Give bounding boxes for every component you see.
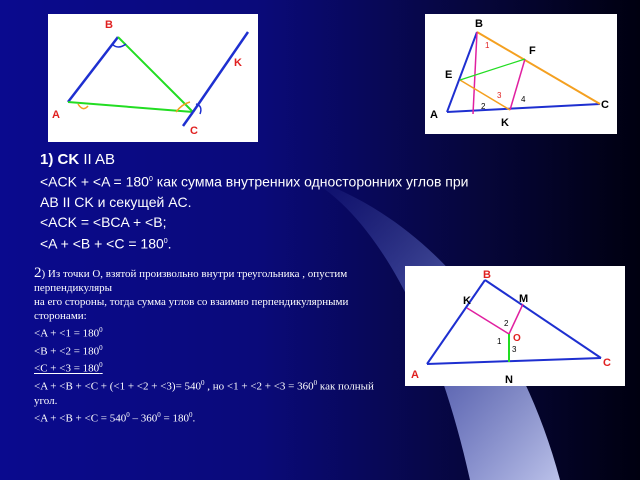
label-A: A (411, 369, 419, 381)
proof-1-line-3: <ACK = <BCA + <B; (40, 213, 167, 230)
proof-1-line-2: AB II CK и секущей AC. (40, 193, 192, 210)
label-E: E (445, 69, 453, 81)
angle-1: 1 (485, 41, 490, 50)
angle-3: 3 (512, 345, 517, 354)
angle-3: 3 (497, 91, 502, 100)
figure-3-panel (405, 266, 625, 386)
label-M: M (519, 293, 529, 305)
label-C: C (601, 99, 609, 111)
proof-2-eq-3: $<C + <3 = 180^0$ (34, 361, 103, 375)
figure-2-diagram (425, 14, 617, 134)
label-K: K (501, 117, 509, 129)
proof-2-text (34, 266, 394, 425)
figure-3-diagram (405, 266, 625, 386)
proof-2-sum: $<A + <B + <C + (<1 + <2 + <3)= 540^0$ , но $<1 + <2 + <3 = 360^0$ как полный угол. (34, 378, 374, 407)
label-B: B (475, 18, 483, 30)
proof-1-line-1: $<ACK + <A = 180^0$ как сумма внутренних односторонних углов при (40, 173, 469, 190)
proof-2-intro-2: на его стороны, тогда сумма углов со взаимно перпендикулярными сторонами: (34, 296, 349, 322)
label-C: C (190, 125, 198, 137)
proof-2-eq-1: $<A + <1 = 180^0$ (34, 326, 103, 340)
angle-2: 2 (504, 319, 509, 328)
angle-1: 1 (497, 337, 502, 346)
figure-1-panel (48, 14, 258, 142)
label-B: B (483, 269, 491, 281)
label-N: N (505, 374, 513, 386)
label-K: K (463, 295, 471, 307)
label-A: A (52, 109, 60, 121)
figure-1-diagram (48, 14, 258, 142)
figure-2-panel (425, 14, 617, 134)
proof-2-final: $<A + <B + <C = 540^0 - 360^0 = 180^0$. (34, 410, 196, 425)
angle-2: 2 (481, 102, 486, 111)
proof-2-intro: 2) Из точки О, взятой произвольно внутри треугольника , опустим перпендикуляры (34, 265, 348, 294)
label-F: F (529, 45, 536, 57)
proof-1-line-4: $<A + <B + <C = 180^0$. (40, 235, 172, 252)
proof-1-heading: 1) CK II AB (40, 151, 116, 168)
proof-1-text (40, 150, 580, 253)
label-A: A (430, 109, 438, 121)
label-B: B (105, 19, 113, 31)
label-C: C (603, 357, 611, 369)
label-O: O (513, 333, 521, 344)
label-K: K (234, 57, 242, 69)
angle-4: 4 (521, 95, 526, 104)
proof-2-eq-2: $<B + <2 = 180^0$ (34, 343, 103, 358)
